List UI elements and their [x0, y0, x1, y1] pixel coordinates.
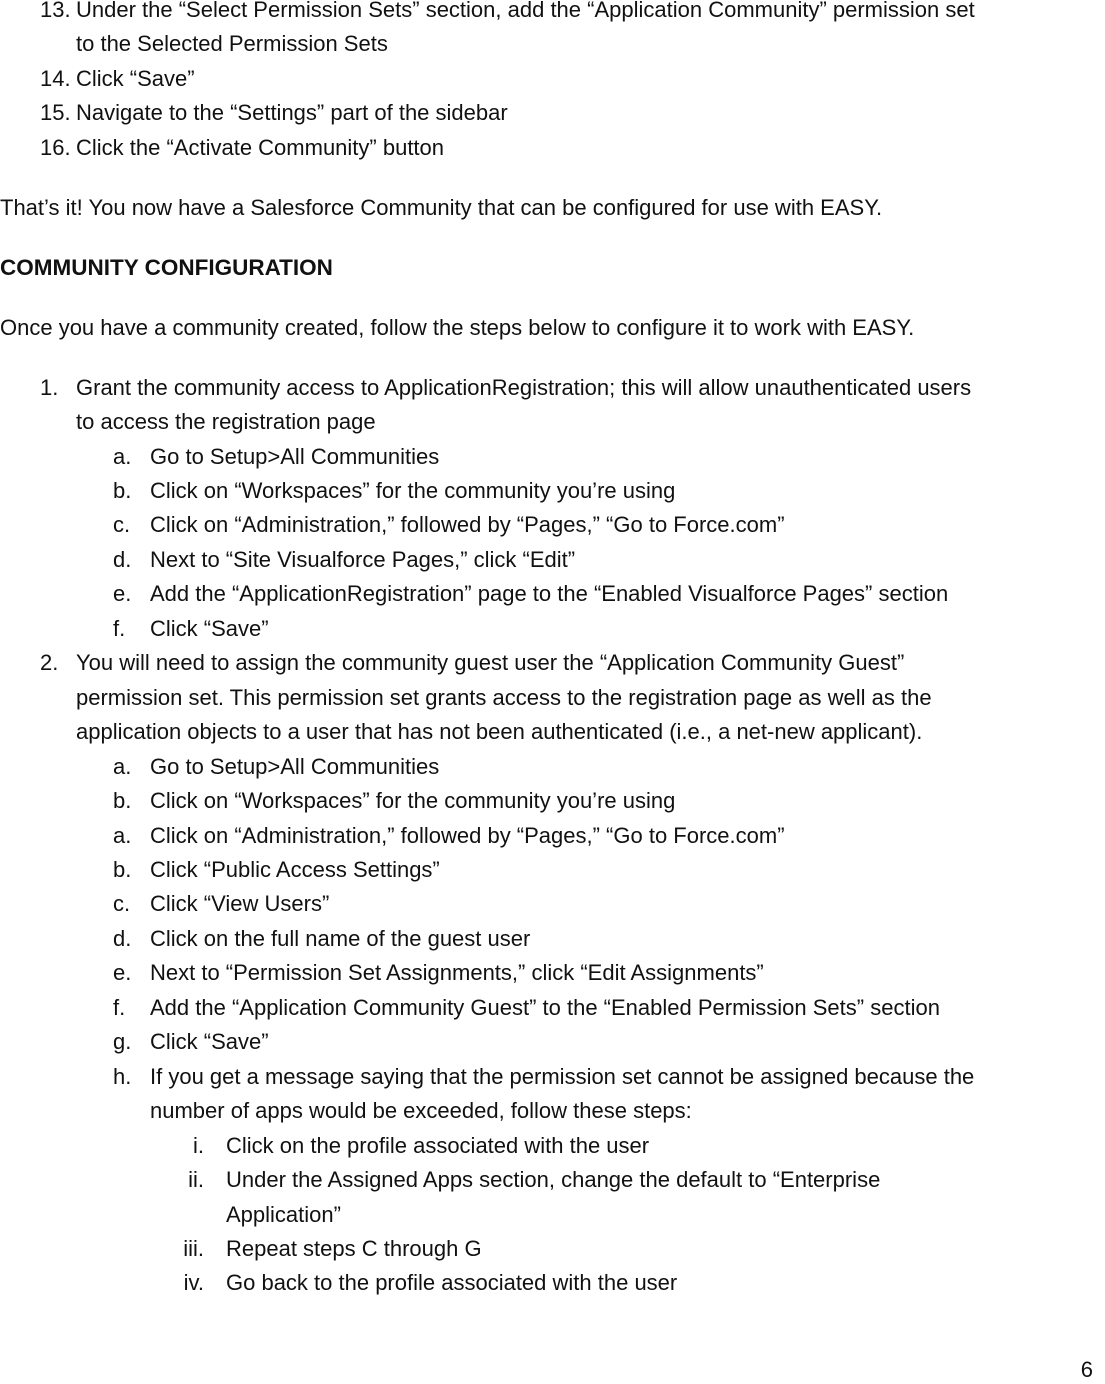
list-item-line	[0, 62, 1105, 96]
list-marker: d.	[113, 546, 132, 572]
list-item-line	[0, 646, 1105, 680]
list-marker: e.	[113, 581, 132, 607]
list-item-line	[0, 1232, 1105, 1266]
list-item-line	[0, 922, 1105, 956]
list-item	[0, 62, 1105, 96]
list-marker: d.	[113, 925, 132, 951]
list-marker: 2.	[40, 650, 59, 676]
list-item	[0, 131, 1105, 165]
list-item-text: Under the “Select Permission Sets” section, add the “Application Community” permission set	[76, 0, 975, 22]
list-item-text: Click “Public Access Settings”	[150, 856, 440, 882]
list-marker: iii.	[183, 1235, 204, 1261]
list-item-text: number of apps would be exceeded, follow these steps:	[150, 1098, 692, 1124]
list-marker: 1.	[40, 374, 59, 400]
list-marker: f.	[113, 615, 126, 641]
list-item-line	[0, 819, 1105, 853]
list-item	[0, 887, 1105, 921]
list-item-text: to access the registration page	[76, 409, 376, 435]
list-marker: e.	[113, 960, 132, 986]
list-item-text: Click on “Administration,” followed by “Pages,” “Go to Force.com”	[150, 822, 785, 848]
section-heading: COMMUNITY CONFIGURATION	[0, 254, 333, 280]
list-item-line	[0, 612, 1105, 646]
list-item	[0, 922, 1105, 956]
list-item	[0, 646, 1105, 749]
list-item-line	[0, 681, 1105, 715]
list-item-line	[0, 0, 1105, 27]
list-item-line	[0, 715, 1105, 749]
list-marker: i.	[193, 1132, 204, 1158]
list-item	[0, 1025, 1105, 1059]
list-item-text: Navigate to the “Settings” part of the sidebar	[76, 100, 508, 126]
list-item-text: Add the “Application Community Guest” to the “Enabled Permission Sets” section	[150, 994, 940, 1020]
list-item	[0, 784, 1105, 818]
list-marker: a.	[113, 443, 132, 469]
list-item	[0, 1232, 1105, 1266]
list-item-text: Click the “Activate Community” button	[76, 134, 445, 160]
list-item-line	[0, 750, 1105, 784]
list-item-text: Repeat steps C through G	[226, 1235, 482, 1261]
list-item-text: You will need to assign the community guest user the “Application Community Guest”	[76, 650, 905, 676]
intro-paragraph: Once you have a community created, follow the steps below to configure it to work with EASY.	[0, 314, 915, 340]
list-item-line	[0, 853, 1105, 887]
list-item-text: Click on “Administration,” followed by “Pages,” “Go to Force.com”	[150, 512, 785, 538]
list-item-text: Click on the profile associated with the user	[226, 1132, 650, 1158]
list-item-line	[0, 27, 1105, 61]
list-item	[0, 750, 1105, 784]
list-marker: b.	[113, 788, 132, 814]
page-number: 6	[1080, 1357, 1093, 1382]
list-item-text: Click on “Workspaces” for the community you’re using	[150, 477, 676, 503]
list-item-text: Application”	[226, 1201, 341, 1227]
list-item	[0, 819, 1105, 853]
list-item-text: to the Selected Permission Sets	[76, 31, 388, 57]
list-marker: c.	[113, 891, 131, 917]
list-marker: ii.	[188, 1167, 204, 1193]
list-item-line	[0, 887, 1105, 921]
list-item-text: application objects to a user that has not been authenticated (i.e., a net-new applicant).	[76, 719, 923, 745]
list-item-line	[0, 508, 1105, 542]
list-marker: c.	[113, 512, 131, 538]
list-item-text: Grant the community access to ApplicationRegistration; this will allow unauthenticated users	[76, 374, 972, 400]
list-item	[0, 1266, 1105, 1300]
list-item	[0, 474, 1105, 508]
list-marker: 15.	[40, 100, 71, 126]
list-item-text: permission set. This permission set grants access to the registration page as well as the	[76, 684, 932, 710]
list-marker: a.	[113, 822, 132, 848]
list-item	[0, 1060, 1105, 1129]
list-item	[0, 440, 1105, 474]
list-item-text: Under the Assigned Apps section, change the default to “Enterprise	[226, 1167, 881, 1193]
list-item-text: If you get a message saying that the permission set cannot be assigned because the	[150, 1063, 975, 1089]
list-item	[0, 543, 1105, 577]
list-item	[0, 853, 1105, 887]
list-marker: iv.	[183, 1270, 204, 1296]
list-item-line	[0, 1060, 1105, 1094]
list-item-text: Next to “Permission Set Assignments,” click “Edit Assignments”	[150, 960, 764, 986]
list-item	[0, 1163, 1105, 1232]
list-item-text: Click “View Users”	[150, 891, 330, 917]
list-marker: b.	[113, 856, 132, 882]
list-item-text: Click “Save”	[150, 615, 269, 641]
list-item	[0, 612, 1105, 646]
numbered-list-continued	[0, 0, 1105, 165]
list-item-line	[0, 405, 1105, 439]
list-item-line	[0, 1266, 1105, 1300]
list-item	[0, 508, 1105, 542]
list-item	[0, 371, 1105, 440]
list-marker: a.	[113, 753, 132, 779]
list-item-text: Click on “Workspaces” for the community you’re using	[150, 788, 676, 814]
configuration-steps-list	[0, 371, 1105, 1301]
list-item-text: Click “Save”	[150, 1029, 269, 1055]
list-item-line	[0, 956, 1105, 990]
list-item-text: Click on the full name of the guest user	[150, 925, 531, 951]
list-marker: g.	[113, 1029, 132, 1055]
list-item-line	[0, 131, 1105, 165]
list-item	[0, 991, 1105, 1025]
list-marker: b.	[113, 477, 132, 503]
list-item-text: Go back to the profile associated with the user	[226, 1270, 678, 1296]
list-marker: 13.	[40, 0, 71, 22]
list-marker: h.	[113, 1063, 132, 1089]
list-item-line	[0, 991, 1105, 1025]
list-item-text: Click “Save”	[76, 65, 195, 91]
list-item	[0, 956, 1105, 990]
list-item-text: Next to “Site Visualforce Pages,” click “Edit”	[150, 546, 576, 572]
list-item-line	[0, 577, 1105, 611]
list-item-line	[0, 1129, 1105, 1163]
list-item-text: Go to Setup>All Communities	[150, 753, 440, 779]
list-item-text: Go to Setup>All Communities	[150, 443, 440, 469]
list-item-line	[0, 784, 1105, 818]
list-item-line	[0, 474, 1105, 508]
list-marker: 16.	[40, 134, 71, 160]
list-item-line	[0, 543, 1105, 577]
list-item	[0, 96, 1105, 130]
list-item	[0, 1129, 1105, 1163]
list-item-line	[0, 440, 1105, 474]
list-item-line	[0, 371, 1105, 405]
list-item-line	[0, 1094, 1105, 1128]
list-item	[0, 577, 1105, 611]
list-item-line	[0, 1025, 1105, 1059]
list-item-line	[0, 1198, 1105, 1232]
list-item-line	[0, 96, 1105, 130]
list-item-line	[0, 1163, 1105, 1197]
list-item	[0, 0, 1105, 62]
list-item-text: Add the “ApplicationRegistration” page to the “Enabled Visualforce Pages” section	[150, 581, 949, 607]
list-marker: 14.	[40, 65, 71, 91]
list-marker: f.	[113, 994, 126, 1020]
closing-paragraph: That’s it! You now have a Salesforce Community that can be configured for use with EASY.	[0, 194, 883, 220]
